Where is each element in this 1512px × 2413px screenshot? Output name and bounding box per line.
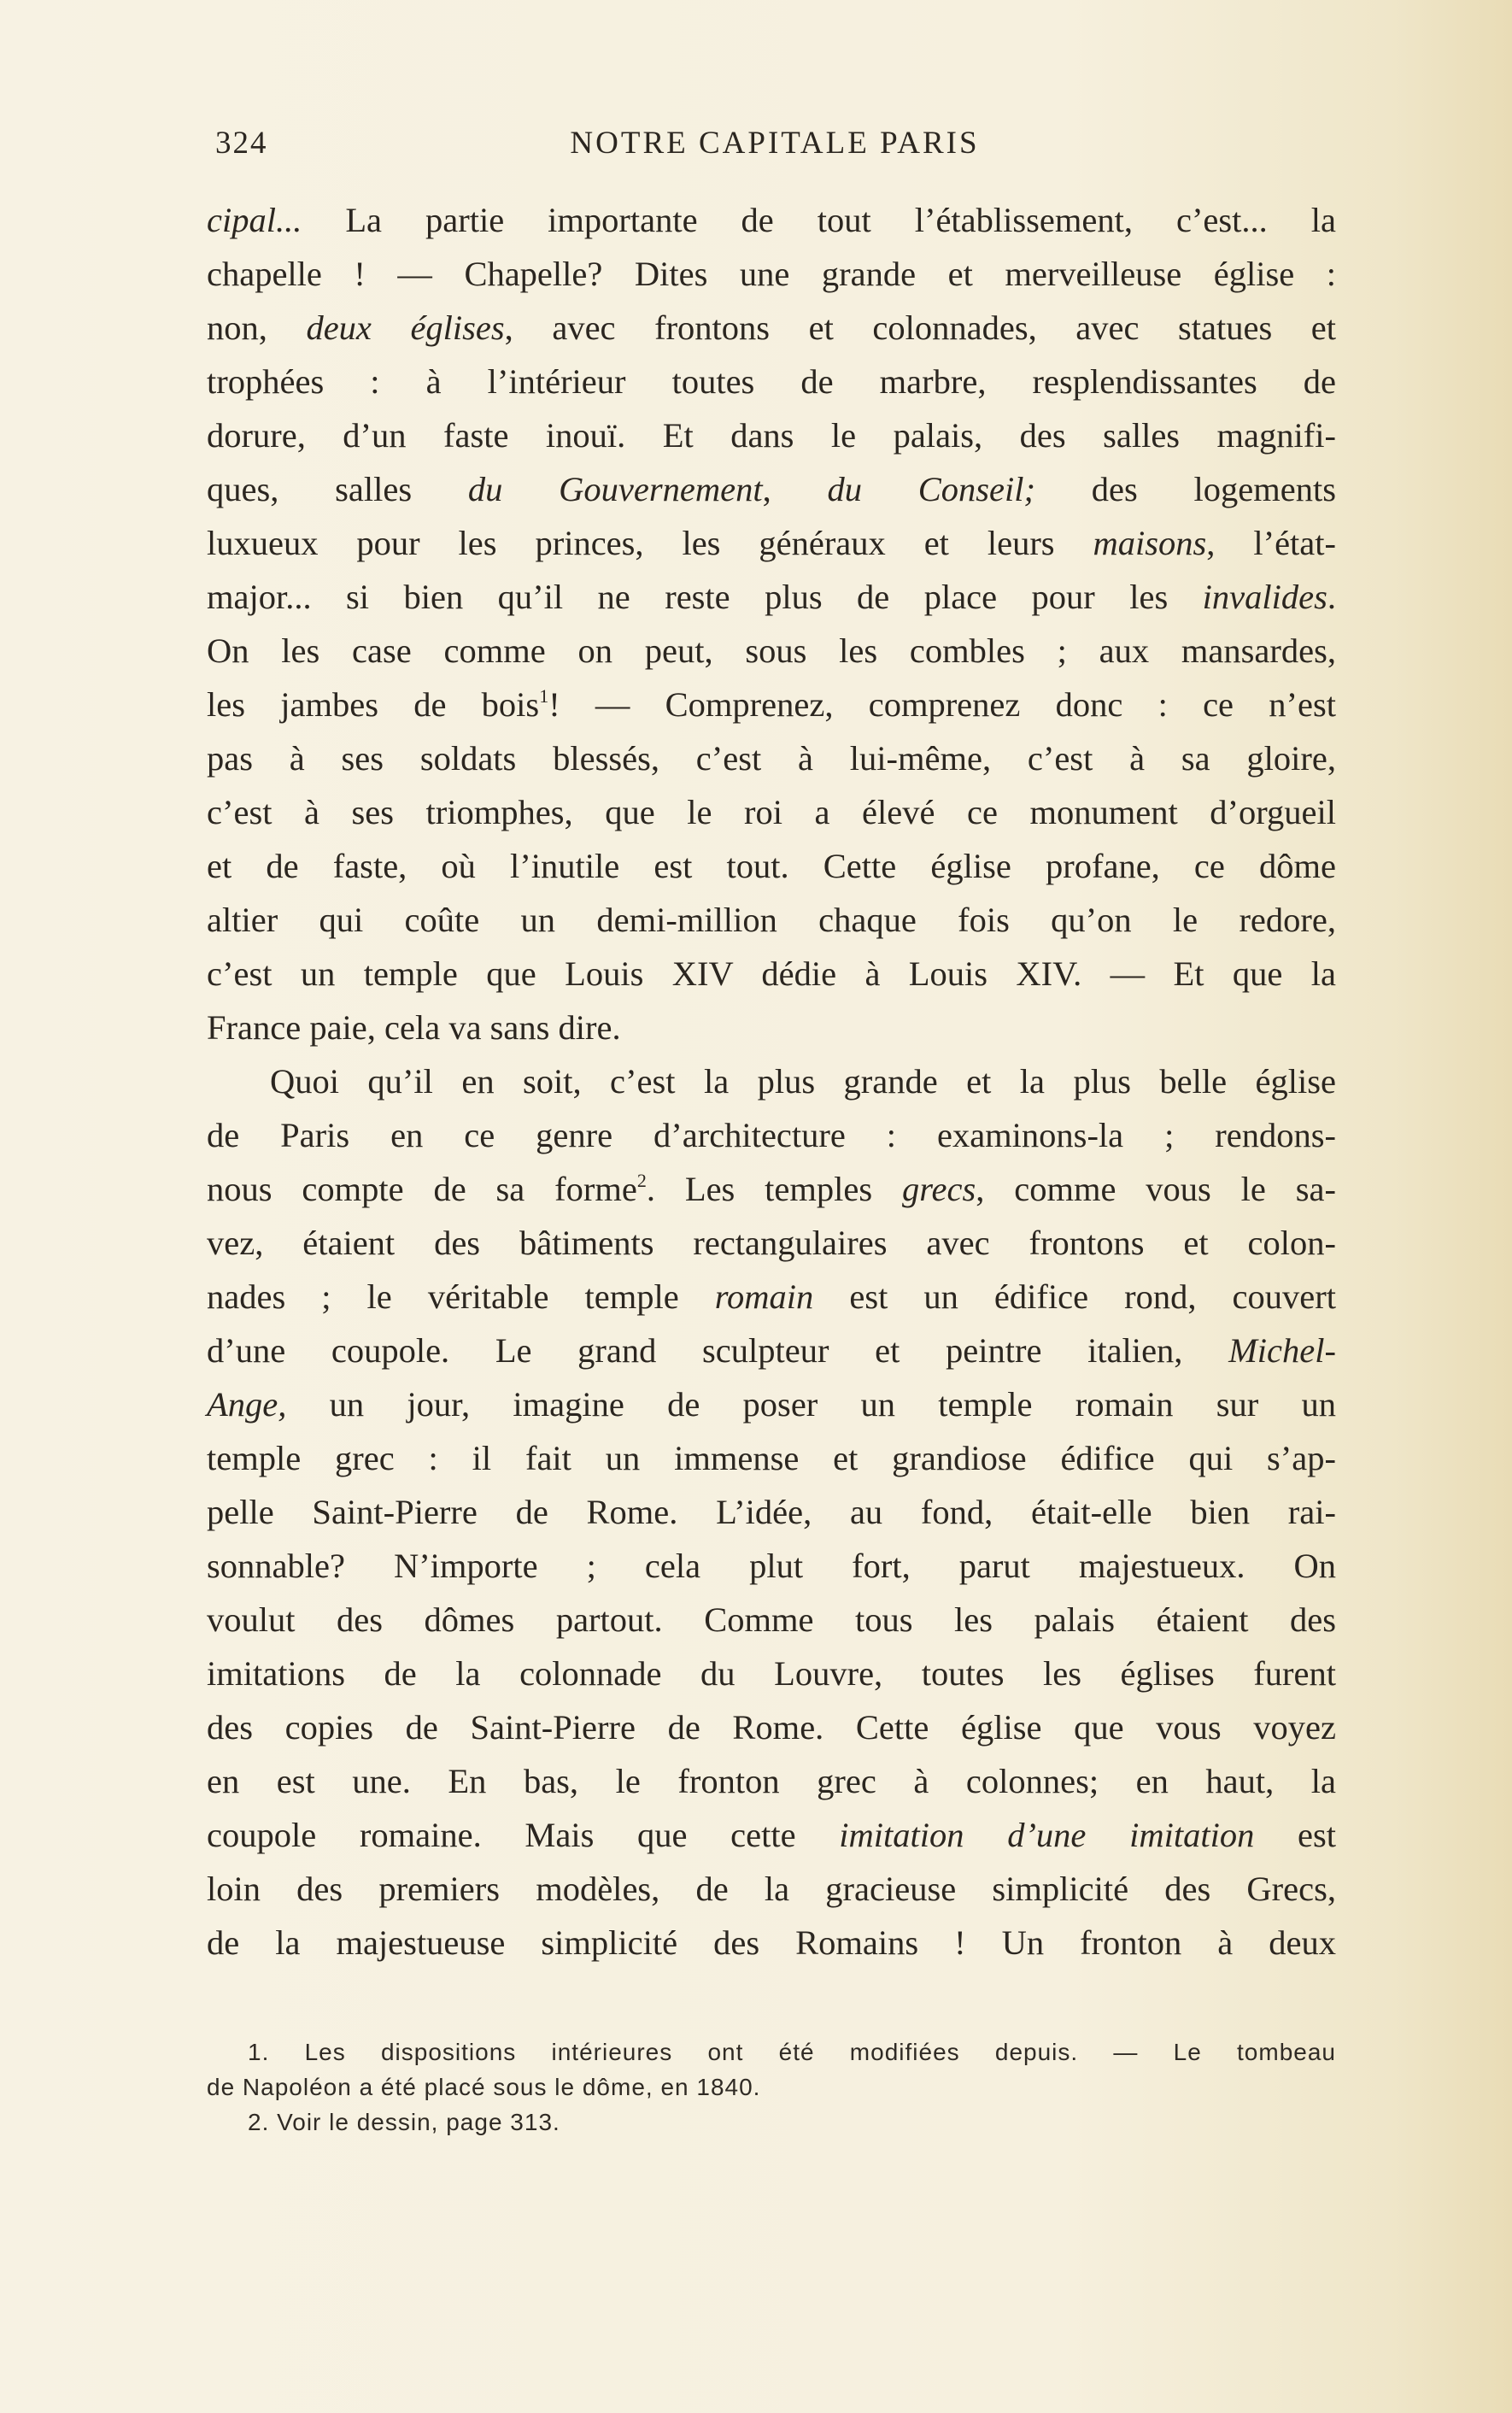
text-line: vez, étaient des bâtiments rectangulaires avec frontons et colon- bbox=[207, 1224, 1336, 1262]
text-line: nous compte de sa forme$^2$. Les temples grecs, comme vous le sa- bbox=[207, 1170, 1336, 1208]
page-number: 324 bbox=[215, 126, 268, 161]
text-line: On les case comme on peut, sous les combles ; aux mansardes, bbox=[207, 631, 1336, 670]
text-line: major... si bien qu’il ne reste plus de place pour les invalides. bbox=[207, 578, 1336, 616]
text-line: sonnable? N’importe ; cela plut fort, parut majestueux. On bbox=[207, 1547, 1336, 1585]
text-line: loin des premiers modèles, de la gracieuse simplicité des Grecs, bbox=[207, 1870, 1336, 1908]
paragraph-start: Quoi qu’il en soit, c’est la plus grande et la plus belle église bbox=[270, 1062, 1336, 1101]
footnote-1: 1. Les dispositions intérieures ont été modifiées depuis. — Le tombeau bbox=[248, 2039, 1336, 2065]
text-line: pelle Saint-Pierre de Rome. L’idée, au fond, était-elle bien rai- bbox=[207, 1493, 1336, 1531]
text-line: les jambes de bois$^1$! — Comprenez, comprenez donc : ce n’est bbox=[207, 685, 1336, 724]
text-line: luxueux pour les princes, les généraux et leurs maisons, l’état- bbox=[207, 524, 1337, 562]
text-line: des copies de Saint-Pierre de Rome. Cette église que vous voyez bbox=[207, 1708, 1336, 1747]
footnote-ref-1: 1 bbox=[539, 685, 549, 707]
text-line: de la majestueuse simplicité des Romains ! Un fronton à deux bbox=[207, 1923, 1336, 1962]
page-header bbox=[215, 125, 1334, 176]
text-line: trophées : à l’intérieur toutes de marbre, resplendissantes de bbox=[207, 362, 1336, 401]
text-line: c’est à ses triomphes, que le roi a élevé ce monument d’orgueil bbox=[207, 793, 1336, 831]
text-line: France paie, cela va sans dire. bbox=[207, 1008, 621, 1047]
text-line: cipal... La partie importante de tout l’établissement, c’est... la bbox=[207, 201, 1336, 239]
footnote-2: 2. Voir le dessin, page 313. bbox=[248, 2109, 560, 2135]
text-line: imitations de la colonnade du Louvre, toutes les églises furent bbox=[207, 1654, 1336, 1693]
text-line: nades ; le véritable temple romain est un édifice rond, couvert bbox=[207, 1277, 1336, 1316]
text-line: dorure, d’un faste inouï. Et dans le palais, des salles magnifi- bbox=[207, 416, 1336, 455]
text-line: d’une coupole. Le grand sculpteur et peintre italien, Michel- bbox=[207, 1331, 1336, 1370]
running-title: NOTRE CAPITALE PARIS bbox=[570, 126, 980, 161]
text-line: c’est un temple que Louis XIV dédie à Louis XIV. — Et que la bbox=[207, 954, 1336, 993]
footnote-ref-2: 2 bbox=[636, 1170, 647, 1191]
text-line: coupole romaine. Mais que cette imitation d’une imitation est bbox=[207, 1816, 1336, 1854]
body-text bbox=[207, 193, 1336, 1970]
text-line: altier qui coûte un demi-million chaque fois qu’on le redore, bbox=[207, 901, 1336, 939]
text-line: pas à ses soldats blessés, c’est à lui-même, c’est à sa gloire, bbox=[207, 739, 1336, 778]
text-line: Ange, un jour, imagine de poser un temple romain sur un bbox=[207, 1385, 1336, 1424]
text-line: en est une. En bas, le fronton grec à colonnes; en haut, la bbox=[207, 1762, 1336, 1800]
text-line: non, deux églises, avec frontons et colonnades, avec statues et bbox=[207, 308, 1337, 347]
footnotes bbox=[207, 2034, 1336, 2140]
text-line: voulut des dômes partout. Comme tous les palais étaient des bbox=[207, 1600, 1336, 1639]
text-line: ques, salles du Gouvernement, du Conseil; des logements bbox=[207, 470, 1336, 508]
text-line: chapelle ! — Chapelle? Dites une grande et merveilleuse église : bbox=[207, 255, 1336, 293]
footnote-1-continuation: de Napoléon a été placé sous le dôme, en 1840. bbox=[207, 2074, 761, 2100]
text-line: de Paris en ce genre d’architecture : examinons-la ; rendons- bbox=[207, 1116, 1336, 1154]
text-line: et de faste, où l’inutile est tout. Cette église profane, ce dôme bbox=[207, 847, 1336, 885]
text-line: temple grec : il fait un immense et grandiose édifice qui s’ap- bbox=[207, 1439, 1336, 1477]
